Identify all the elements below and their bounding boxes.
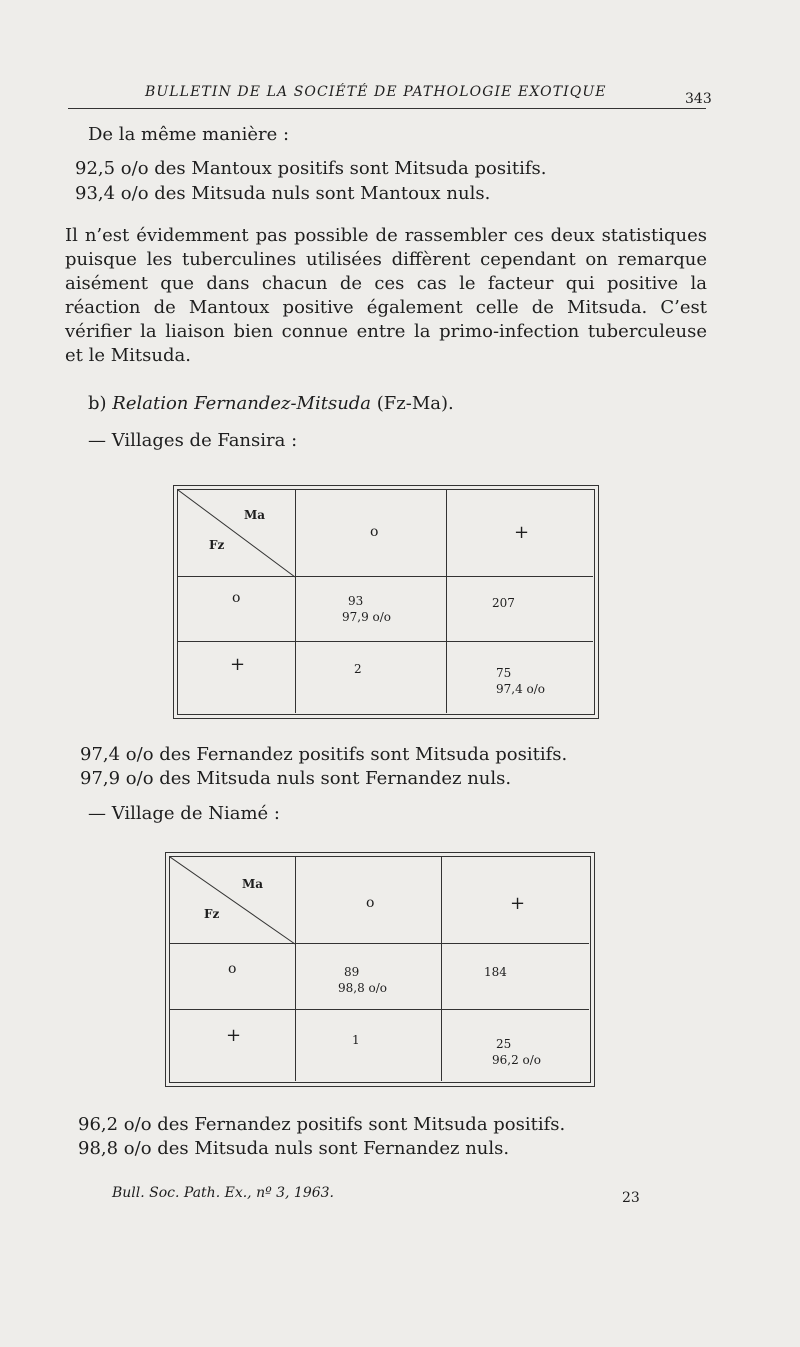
table-vline — [295, 857, 296, 1081]
row-zero: o — [228, 961, 237, 977]
header-fz: Fz — [204, 907, 220, 921]
header-rule — [68, 108, 706, 109]
header-ma: Ma — [242, 877, 264, 891]
cell-value: 184 — [484, 965, 507, 979]
table-hline — [178, 576, 593, 577]
intro-line: De la même manière : — [88, 124, 290, 145]
signature-mark: 23 — [622, 1190, 640, 1206]
stat-mitsuda-null: 97,9 o/o des Mitsuda nuls sont Fernandez nuls. — [80, 768, 512, 789]
section-title: Relation Fernandez-Mitsuda — [112, 393, 372, 414]
fansira-table — [173, 485, 599, 719]
section-label: b) — [88, 393, 107, 414]
cell-value: 89 — [344, 965, 360, 979]
cell-percent: 97,9 o/o — [342, 610, 392, 624]
stat-fernandez-positive: 97,4 o/o des Fernandez positifs sont Mitsuda positifs. — [80, 744, 568, 765]
row-plus: + — [230, 654, 246, 675]
stat-fernandez-positive: 96,2 o/o des Fernandez positifs sont Mitsuda positifs. — [78, 1114, 566, 1135]
cell-value: 207 — [492, 596, 515, 610]
col-zero: o — [370, 524, 379, 540]
cell-percent: 97,4 o/o — [496, 682, 546, 696]
table-diagonal — [170, 857, 298, 947]
section-b-heading — [88, 393, 454, 414]
col-plus: + — [510, 893, 526, 914]
niame-table — [165, 852, 595, 1087]
journal-citation: Bull. Soc. Path. Ex., nº 3, 1963. — [112, 1185, 335, 1201]
header-ma: Ma — [244, 508, 266, 522]
cell-value: 2 — [354, 662, 362, 676]
table-hline — [170, 943, 589, 944]
page-number: 343 — [685, 91, 712, 107]
cell-value: 1 — [352, 1033, 360, 1047]
cell-percent: 98,8 o/o — [338, 981, 388, 995]
table-vline — [446, 490, 447, 713]
discussion-paragraph: Il n’est évidemment pas possible de rassembler ces deux statistiques puisque les tuberculines utilisées diffèrent cependant on remarque aisément que dans chacun de ces cas le facteur qui positive la réaction de Mantoux positive également celle de Mitsuda. C’est vérifier la liaison bien connue entre la primo-infection tuberculeuse et le Mitsuda. — [65, 225, 707, 366]
section-abbreviation: (Fz-Ma). — [376, 393, 454, 414]
cell-percent: 96,2 o/o — [492, 1053, 542, 1067]
row-plus: + — [226, 1025, 242, 1046]
table-hline — [170, 1009, 589, 1010]
header-fz: Fz — [209, 538, 225, 552]
table-hline — [178, 641, 593, 642]
cell-value: 93 — [348, 594, 364, 608]
table-vline — [441, 857, 442, 1081]
col-zero: o — [366, 895, 375, 911]
village-fansira-title: — Villages de Fansira : — [88, 430, 298, 451]
table-diagonal — [178, 490, 298, 580]
running-title: BULLETIN DE LA SOCIÉTÉ DE PATHOLOGIE EXOTIQUE — [145, 84, 607, 100]
table-vline — [295, 490, 296, 713]
row-zero: o — [232, 590, 241, 606]
cell-value: 25 — [496, 1037, 512, 1051]
cell-value: 75 — [496, 666, 512, 680]
stat-mantoux-positive: 92,5 o/o des Mantoux positifs sont Mitsuda positifs. — [75, 158, 547, 179]
stat-mitsuda-null: 93,4 o/o des Mitsuda nuls sont Mantoux nuls. — [75, 183, 491, 204]
village-niame-title: — Village de Niamé : — [88, 803, 280, 824]
stat-mitsuda-null: 98,8 o/o des Mitsuda nuls sont Fernandez nuls. — [78, 1138, 510, 1159]
col-plus: + — [514, 522, 530, 543]
